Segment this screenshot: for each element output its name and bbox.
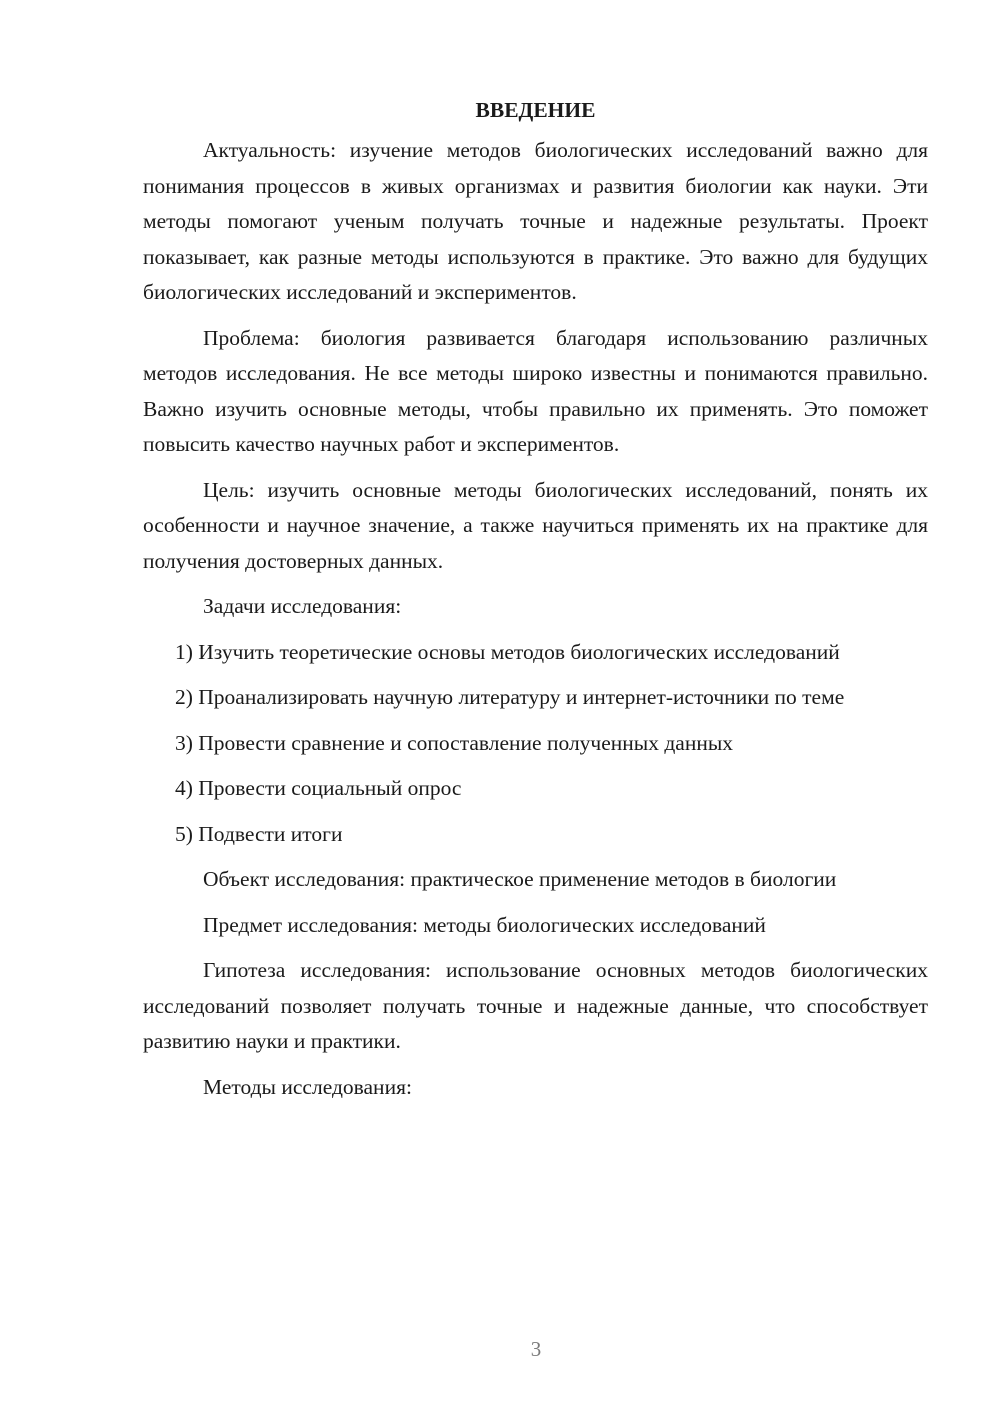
hypothesis-paragraph: Гипотеза исследования: использование основных методов биологических исследований позволяет получать точные и надежные данные, что способствует развитию науки и практики.	[143, 958, 928, 1053]
task-item-3: 3) Провести сравнение и сопоставление полученных данных	[175, 730, 734, 755]
goal-paragraph: Цель: изучить основные методы биологических исследований, понять их особенности и научное значение, а также научиться применять их на практике для получения достоверных данных.	[143, 477, 928, 573]
task-item-4: 4) Провести социальный опрос	[175, 776, 462, 800]
methods-heading: Методы исследования:	[203, 1074, 412, 1099]
page-content	[143, 92, 928, 1115]
page-number: 3	[530, 1337, 542, 1361]
relevance-paragraph: Актуальность: изучение методов биологических исследований важно для понимания процессов в живых организмах и развития биологии как науки. Эти методы помогают ученым получать точные и надежные результаты. Проект показывает, как разные методы используются в практике. Это важно для будущих биологических исследований и экспериментов.	[143, 138, 928, 304]
tasks-heading: Задачи исследования:	[203, 594, 402, 618]
task-item-2: 2) Проанализировать научную литературу и интернет-источники по теме	[175, 685, 845, 709]
page-title: ВВЕДЕНИЕ	[475, 98, 596, 122]
subject-paragraph: Предмет исследования: методы биологических исследований	[203, 912, 766, 937]
problem-paragraph: Проблема: биология развивается благодаря использованию различных методов исследования. Не все методы широко известны и понимаются правильно. Важно изучить основные методы, чтобы правильно их применять. Это поможет повысить качество научных работ и экспериментов.	[143, 325, 928, 456]
task-item-1: 1) Изучить теоретические основы методов биологических исследований	[175, 639, 840, 664]
tasks-list	[143, 635, 928, 853]
task-item-5: 5) Подвести итоги	[175, 821, 343, 846]
object-paragraph: Объект исследования: практическое применение методов в биологии	[203, 867, 837, 891]
